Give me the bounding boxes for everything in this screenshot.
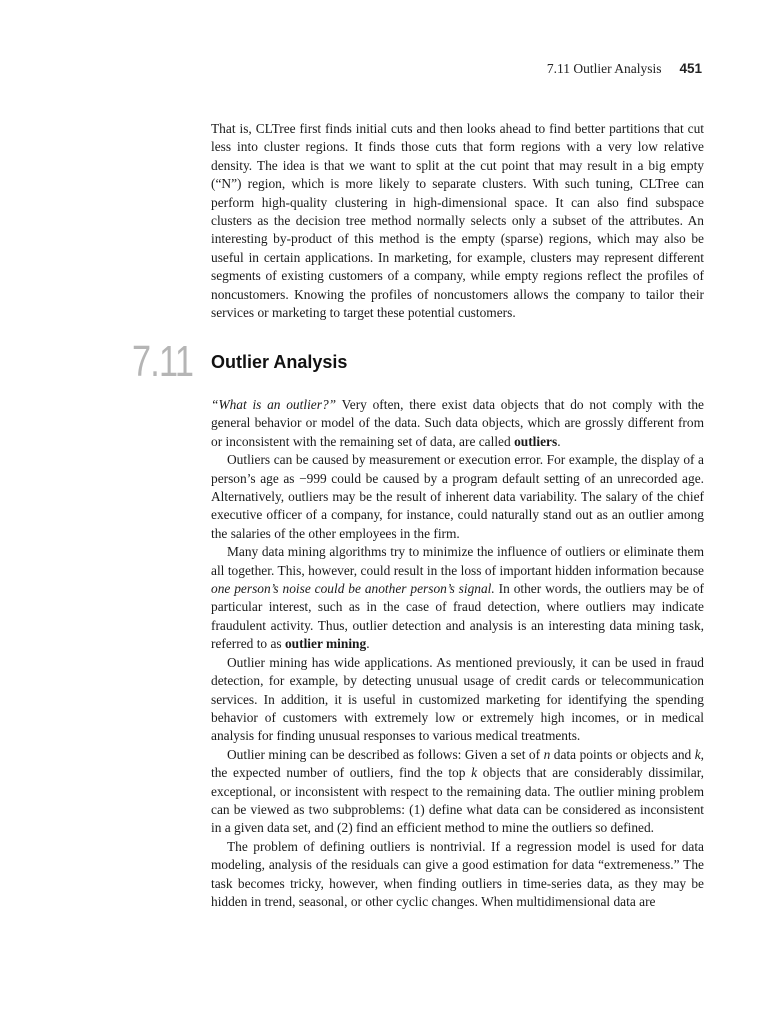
running-header <box>547 61 702 77</box>
bold-term-outliers: outliers <box>514 433 558 449</box>
var-k: k <box>471 765 478 781</box>
var-n: n <box>543 746 551 762</box>
p3-text-c: . <box>366 636 370 652</box>
p5-text-a: Outlier mining can be described as follows: Given a set of <box>227 746 544 762</box>
intro-text-block <box>211 120 704 322</box>
p3-text-b: In other words, the outliers may be of particular interest, such as in the case of fraud detection, where outliers may indicate fraudulent activity. Thus, outlier detection and analysis is an interesting data mining task, referred to as <box>211 581 705 652</box>
page-number: 451 <box>679 61 702 76</box>
running-header-section: 7.11 Outlier Analysis <box>546 61 662 76</box>
body-paragraph-6: The problem of defining outliers is nontrivial. If a regression model is used for data modeling, analysis of the residuals can give a good estimation for data “extremeness.” The task becomes tricky, however, when finding outliers in time-series data, as they may be hidden in trend, seasonal, or other cyclic changes. When multidimensional data are <box>211 838 704 909</box>
body-paragraph-2: Outliers can be caused by measurement or execution error. For example, the display of a person’s age as −999 could be caused by a program default setting of an unrecorded age. Alternatively, outliers may be the result of inherent data variability. The salary of the chief executive officer of a company, for instance, could naturally stand out as an outlier among the salaries of the other employees in the firm. <box>211 452 704 541</box>
body-paragraph-3 <box>211 543 704 653</box>
p1-text-b: . <box>557 433 561 449</box>
p1-text-a: Very often, there exist data objects that do not comply with the general behavior or model of the data. Such data objects, which are grossly different from or inconsistent with the remaining set of data, are called <box>211 397 704 449</box>
italic-phrase: one person’s noise could be another person’s signal. <box>211 581 495 597</box>
intro-paragraph: That is, CLTree first finds initial cuts and then looks ahead to find better partitions that cut less into cluster regions. It finds those cuts that form regions with a very low relative density. The idea is that we want to split at the cut point that may result in a big empty (“N”) region, which is more likely to separate clusters. With such tuning, CLTree can perform high-quality clustering in high-dimensional space. It can also find subspace clusters as the decision tree method normally selects only a subset of the attributes. An interesting by-product of this method is the empty (sparse) regions, which may also be useful in certain applications. In marketing, for example, clusters may represent different segments of existing customers of a company, while empty regions reflect the profiles of noncustomers. Knowing the profiles of noncustomers allows the company to tailor their services or marketing to target these potential customers. <box>211 121 704 321</box>
p5-text-c: , the expected number of outliers, find the top <box>211 746 705 781</box>
italic-question: “What is an outlier?” <box>211 397 337 412</box>
body-paragraph-5 <box>211 746 704 838</box>
bold-term-outlier-mining: outlier mining <box>284 636 367 652</box>
section-body <box>211 396 704 911</box>
p5-text-d: objects that are considerably dissimilar, exceptional, or inconsistent with respect to the remaining data. The outlier mining problem can be viewed as two subproblems: (1) define what data can be considered as inconsistent in a given data set, and (2) find an efficient method to mine the outliers so defined. <box>211 765 704 836</box>
var-k: k <box>694 746 701 762</box>
body-paragraph-4: Outlier mining has wide applications. As mentioned previously, it can be used in fraud detection, for example, by detecting unusual usage of credit cards or telecommunication services. In addition, it is useful in customized marketing for identifying the spending behavior of customers with extremely low or extremely high incomes, or in medical analysis for finding unusual responses to various medical treatments. <box>211 654 704 744</box>
p5-text-b: data points or objects and <box>550 746 695 762</box>
p3-text-a: Many data mining algorithms try to minimize the influence of outliers or eliminate them all together. This, however, could result in the loss of important hidden information because <box>211 544 704 578</box>
body-paragraph-1 <box>211 396 704 451</box>
section-title: Outlier Analysis <box>211 352 348 372</box>
section-number: 7.11 <box>132 337 194 386</box>
